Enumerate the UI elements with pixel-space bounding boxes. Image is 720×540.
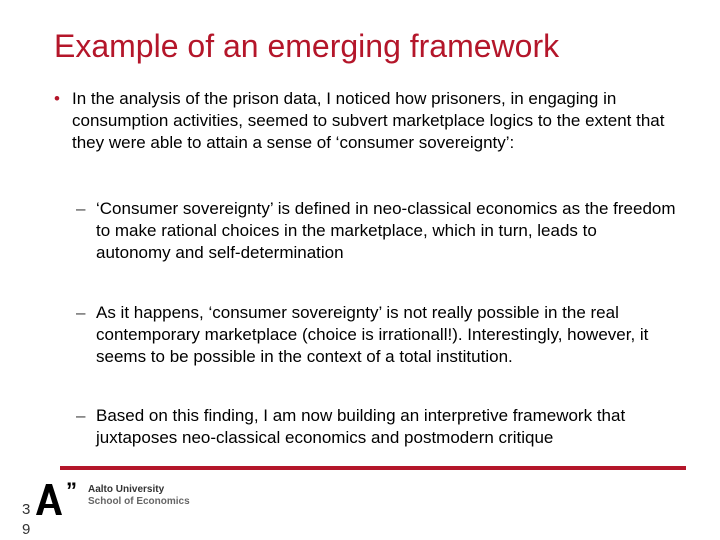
sub-bullet-1 bbox=[76, 198, 676, 264]
logo-line-1: Aalto University bbox=[88, 484, 165, 495]
page-number-line-1: 3 bbox=[22, 501, 31, 518]
sub-bullet-text: Based on this finding, I am now building an interpretive framework that juxtaposes neo-classical economics and postmodern critique bbox=[96, 406, 626, 447]
sub-bullet-marker: – bbox=[76, 199, 86, 218]
sub-bullet-marker: – bbox=[76, 406, 86, 425]
main-bullet bbox=[54, 88, 674, 154]
sub-bullet-2 bbox=[76, 302, 676, 368]
aalto-logo-icon bbox=[34, 482, 94, 516]
logo-line-2: School of Economics bbox=[88, 496, 190, 507]
sub-bullet-text: As it happens, ‘consumer sovereignty’ is not really possible in the real contemporary marketplace (choice is irrationall!). Interestingly, however, it seems to be possible in the context of a total institution. bbox=[96, 303, 649, 366]
sub-bullet-text: ‘Consumer sovereignty’ is defined in neo-classical economics as the freedom to make rational choices in the marketplace, which in turn, leads to autonomy and self-determination bbox=[96, 199, 676, 262]
page-number bbox=[22, 500, 30, 540]
page-number-line-2: 9 bbox=[22, 521, 31, 538]
sub-bullet-marker: – bbox=[76, 303, 86, 322]
university-name bbox=[88, 484, 190, 508]
bullet-marker: • bbox=[54, 89, 60, 108]
svg-text:”: ” bbox=[66, 482, 77, 503]
main-bullet-text: In the analysis of the prison data, I noticed how prisoners, in engaging in consumption activities, seemed to subvert marketplace logics to the extent that they were able to attain a sense of ‘consumer sovereignty’: bbox=[72, 89, 665, 152]
footer-divider bbox=[60, 466, 686, 470]
sub-bullet-3 bbox=[76, 405, 676, 449]
slide-title: Example of an emerging framework bbox=[54, 28, 560, 64]
